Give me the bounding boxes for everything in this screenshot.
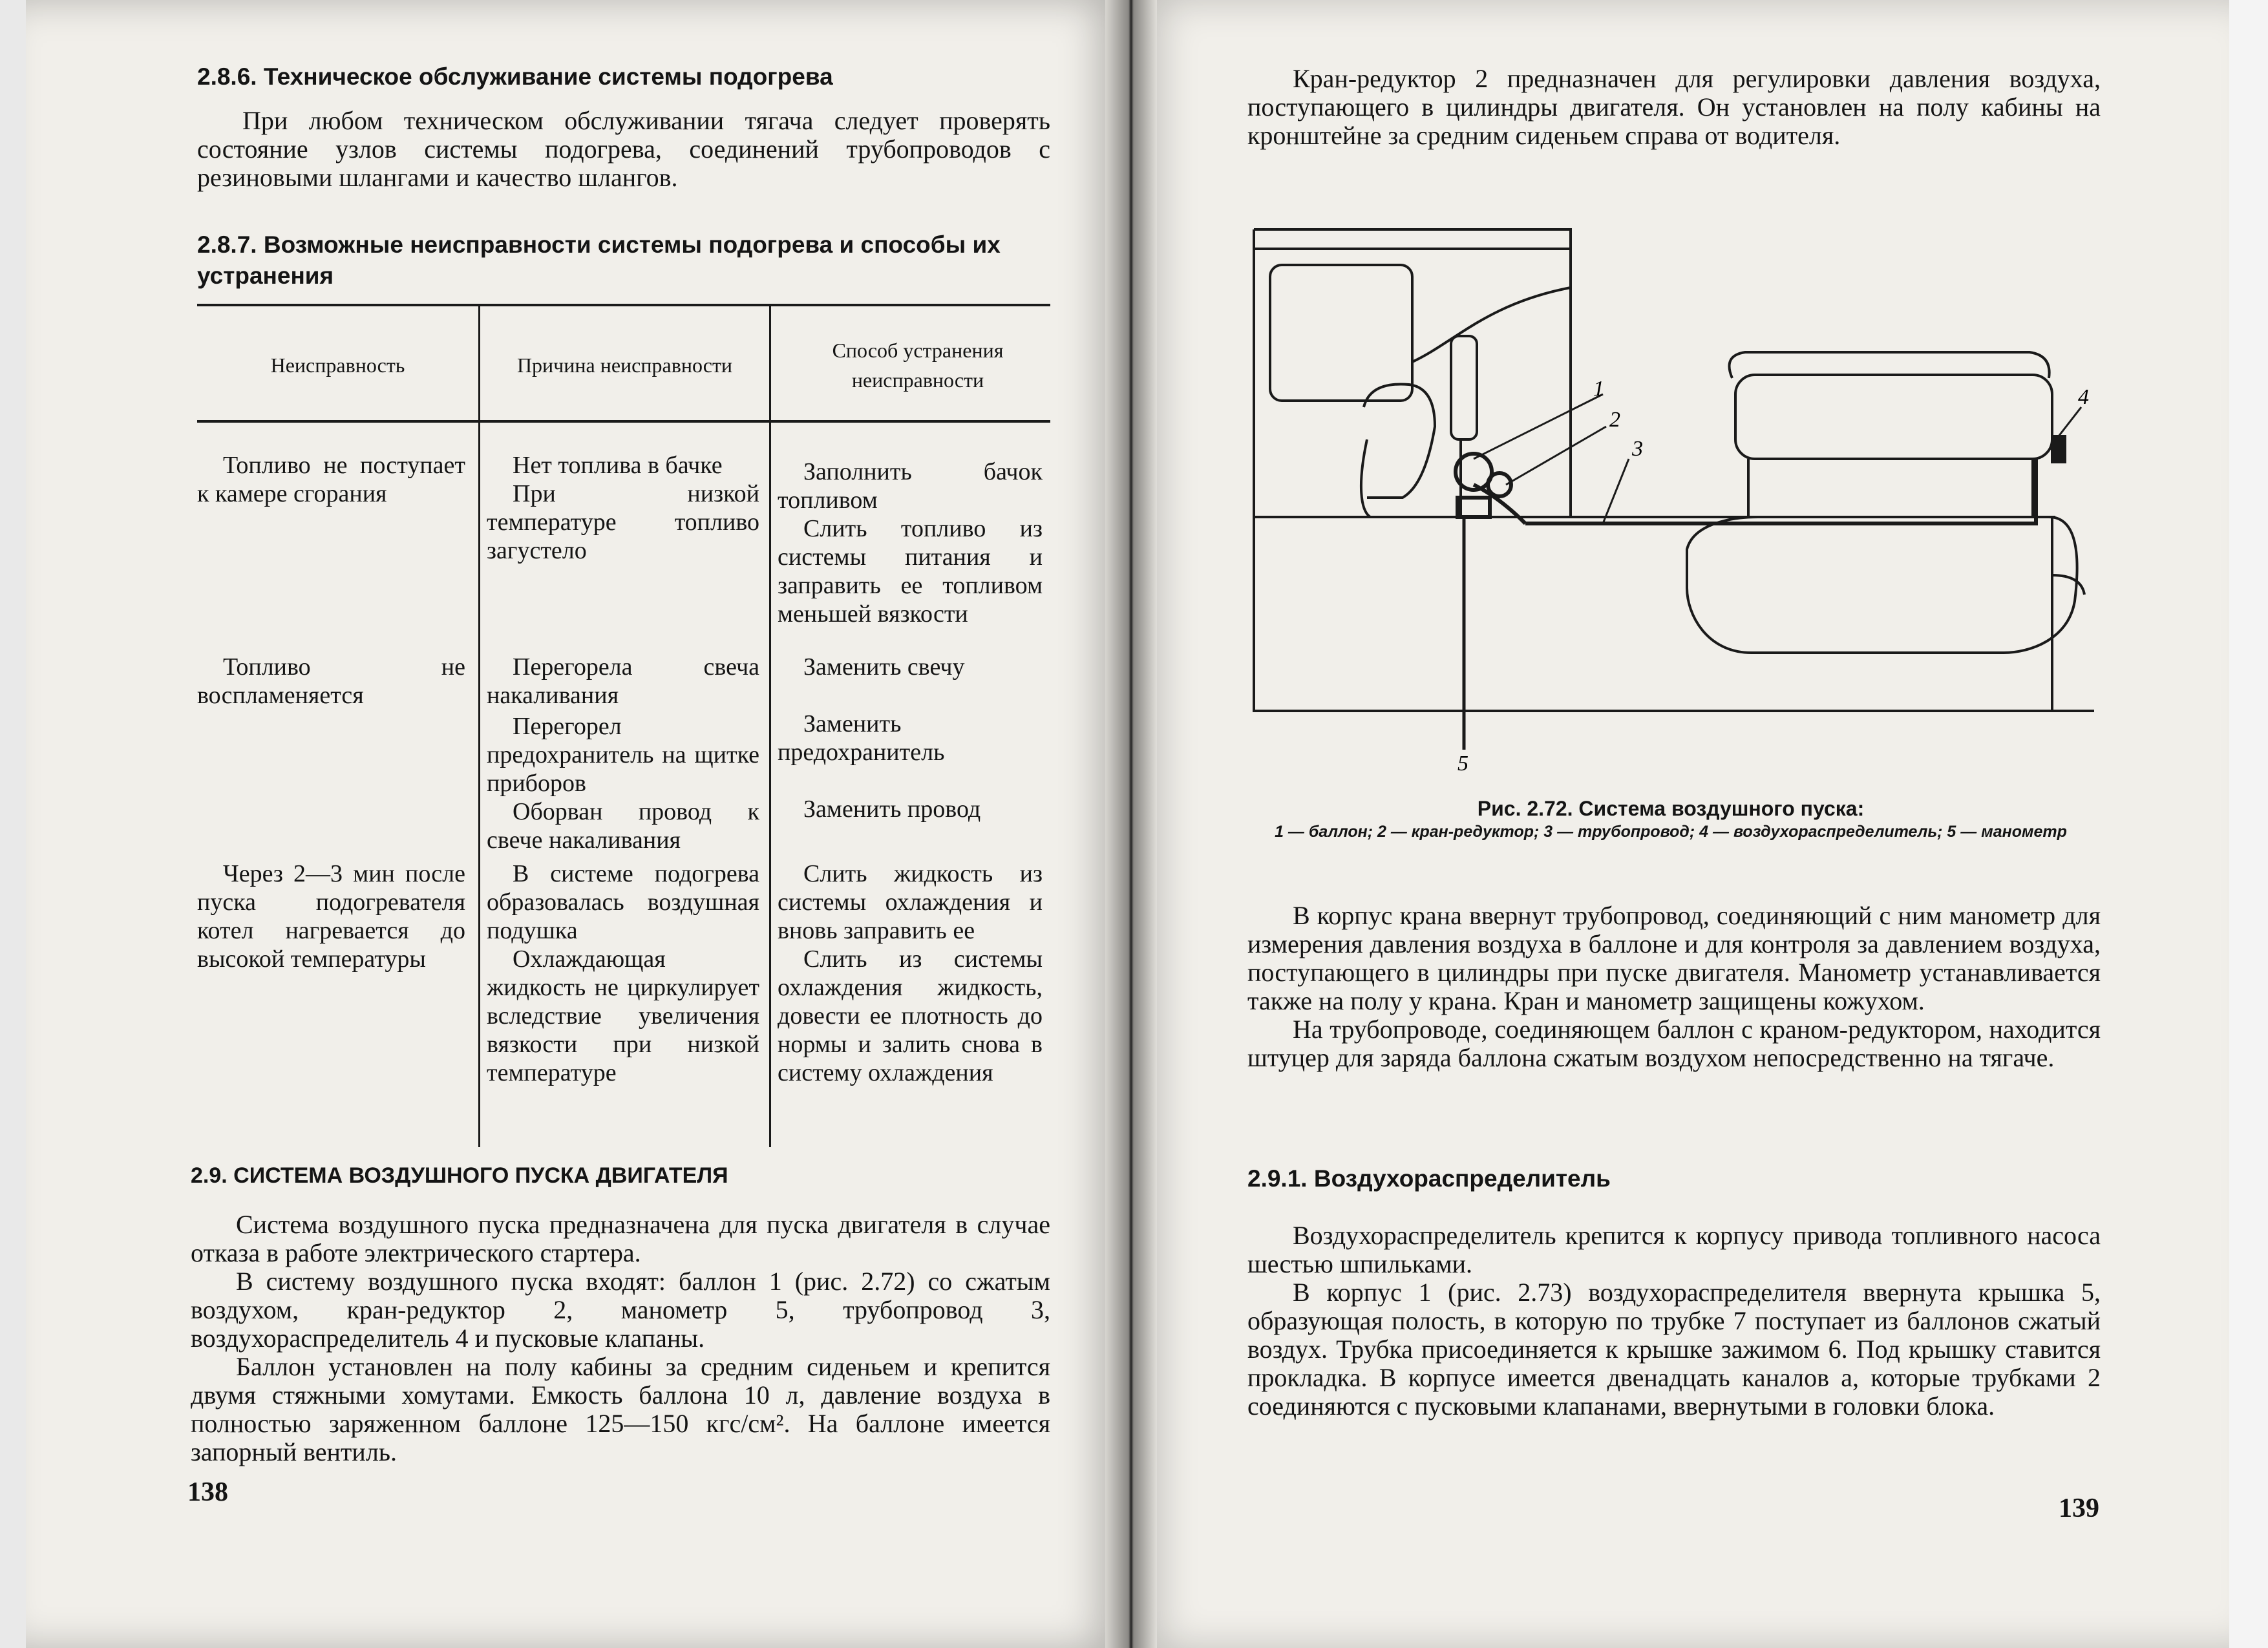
table-cell-remedy [778, 458, 1043, 628]
table-cell-fault [197, 451, 465, 508]
cause-text: Перегорел предохранитель на щитке приборов [487, 713, 759, 797]
engine-block [1735, 375, 2052, 459]
paragraph: Кран-редуктор 2 предназначен для регулировки давления воздуха, поступающего в цилиндры двигателя. Он установлен на полу кабины на кронштейне за средним сиденьем справа от водителя. [1247, 64, 2101, 150]
table-cell-fault [197, 860, 465, 973]
page-number: 139 [2059, 1494, 2099, 1523]
table-cell-cause [487, 860, 759, 1087]
remedy-text: Заменить провод [803, 796, 981, 823]
section-heading: 2.9.1. Воздухораспределитель [1247, 1165, 1611, 1192]
paragraph: Баллон установлен на полу кабины за средним сиденьем и крепится двумя стяжными хомутами. Емкость баллона 10 л, давление воздуха в полностью заряженном баллоне 125—150 кгс/см². На баллоне имеется запорный вентиль. [191, 1352, 1050, 1466]
remedy-text: Заменить свечу [803, 653, 965, 681]
table-cell-remedy [778, 653, 1043, 823]
figure-label-5: 5 [1457, 752, 1468, 776]
paragraph: В корпус 1 (рис. 2.73) воздухораспределителя ввернута крышка 5, образующая полость, в которую по трубке 7 поступает из баллонов сжатый воздух. Трубка присоединяется к крышке зажимом 6. Под крышку ставится прокладка. В корпусе имеется двенадцать каналов а, которые трубками 2 соединяются с пусковыми клапанами, ввернутыми в головки блока. [1247, 1278, 2101, 1421]
table-header: Способ устранения неисправности [832, 339, 1004, 392]
remedy-text: Заменить предохранитель [778, 710, 945, 766]
section-heading: 2.8.6. Техническое обслуживание системы подогрева [197, 63, 833, 90]
table-rule [197, 304, 1050, 306]
right-mid-paragraphs [1247, 902, 2101, 1072]
paragraph: При любом техническом обслуживании тягача следует проверять состояние узлов системы подогрева, соединений трубопроводов с резиновыми шлангами и качество шлангов. [197, 106, 1050, 192]
table-header: Причина неисправности [516, 354, 733, 377]
figure-label-4: 4 [2078, 385, 2089, 409]
page-number: 138 [187, 1477, 228, 1507]
table-divider [478, 304, 480, 1147]
right-top-paragraph-block [1247, 65, 2101, 150]
figure-label-2: 2 [1609, 408, 1620, 432]
cab-outline [1254, 229, 2094, 711]
seat-back [1451, 336, 1477, 439]
section-2-8-6 [197, 61, 1050, 192]
table-header: Неисправность [270, 354, 405, 377]
table-rule [197, 420, 1050, 423]
book-spine [1105, 0, 1157, 1648]
book-edge-right [2229, 0, 2268, 1648]
caption-title: Рис. 2.72. Система воздушного пуска: [1477, 797, 1865, 820]
table-cell-cause [487, 653, 759, 854]
remedy-text: Слить из системы охлаждения жидкость, довести ее плотность до нормы и залить снова в систему охлаждения [778, 945, 1043, 1086]
air-distributor [2052, 436, 2065, 462]
caption-legend: 1 — баллон; 2 — кран-редуктор; 3 — трубопровод; 4 — воздухораспределитель; 5 — манометр [1275, 823, 2067, 841]
cause-text: В системе подогрева образовалась воздушная подушка [487, 860, 759, 944]
table-cell-remedy [778, 860, 1043, 1087]
cab-window [1270, 265, 1412, 401]
fault-text: Через 2—3 мин после пуска подогревателя котел нагревается до высокой температуры [197, 860, 465, 973]
section-heading: 2.9. СИСТЕМА ВОЗДУШНОГО ПУСКА ДВИГАТЕЛЯ [191, 1163, 728, 1188]
paragraph: Система воздушного пуска предназначена для пуска двигателя в случае отказа в работе электрического стартера. [191, 1210, 1050, 1267]
paragraph: Воздухораспределитель крепится к корпусу привода топливного насоса шестью шпильками. [1247, 1221, 2101, 1278]
fuel-tank [1687, 517, 2077, 653]
faults-table [197, 304, 1050, 1147]
fault-text: Топливо не поступает к камере сгорания [197, 452, 465, 507]
paragraph: В корпус крана ввернут трубопровод, соединяющий с ним манометр для измерения давления воздуха в баллоне и для контроля за давлением воздуха, поступающего в цилиндры при пуске двигателя. Манометр устанавливается также на полу у крана. Кран и манометр защищены кожухом. [1247, 901, 2101, 1015]
section-2-8-7-heading-block [197, 229, 1050, 291]
figure-caption [1241, 795, 2101, 841]
book-edge-left [0, 0, 26, 1648]
cause-text: Нет топлива в бачке [513, 452, 723, 479]
figure-label-3: 3 [1632, 437, 1643, 461]
table-cell-fault [197, 653, 465, 710]
figure-label-1: 1 [1593, 377, 1604, 401]
table-cell-cause [487, 451, 759, 565]
section-heading: 2.8.7. Возможные неисправности системы подогрева и способы их устранения [197, 231, 1001, 289]
section-2-9 [191, 1160, 1050, 1466]
remedy-text: Слить жидкость из системы охлаждения и вновь заправить ее [778, 860, 1043, 944]
fault-text: Топливо не воспламеняется [197, 653, 465, 709]
air-start-system-diagram [1241, 213, 2101, 776]
cause-text: Перегорела свеча накаливания [487, 653, 759, 709]
remedy-text: Слить топливо из системы питания и заправить ее топливом меньшей вязкости [778, 515, 1043, 628]
cause-text: Оборван провод к свече накаливания [487, 798, 759, 854]
section-2-9-1 [1247, 1163, 2101, 1421]
paragraph: На трубопроводе, соединяющем баллон с краном-редуктором, находится штуцер для заряда баллона сжатым воздухом непосредственно на тягаче. [1247, 1015, 2101, 1072]
figure-2-72 [1241, 213, 2101, 776]
pipeline [1525, 459, 2036, 523]
cab-roof [1254, 229, 1571, 246]
remedy-text: Заполнить бачок топливом [778, 458, 1043, 514]
cause-text: Охлаждающая жидкость не циркулирует вследствие увеличения вязкости при низкой температуре [487, 945, 759, 1086]
table-divider [769, 304, 771, 1147]
cause-text: При низкой температуре топливо загустело [487, 480, 759, 564]
paragraph: В систему воздушного пуска входят: баллон 1 (рис. 2.72) со сжатым воздухом, кран-редуктор 2, манометр 5, трубопровод 3, воздухораспределитель 4 и пусковые клапаны. [191, 1267, 1050, 1353]
